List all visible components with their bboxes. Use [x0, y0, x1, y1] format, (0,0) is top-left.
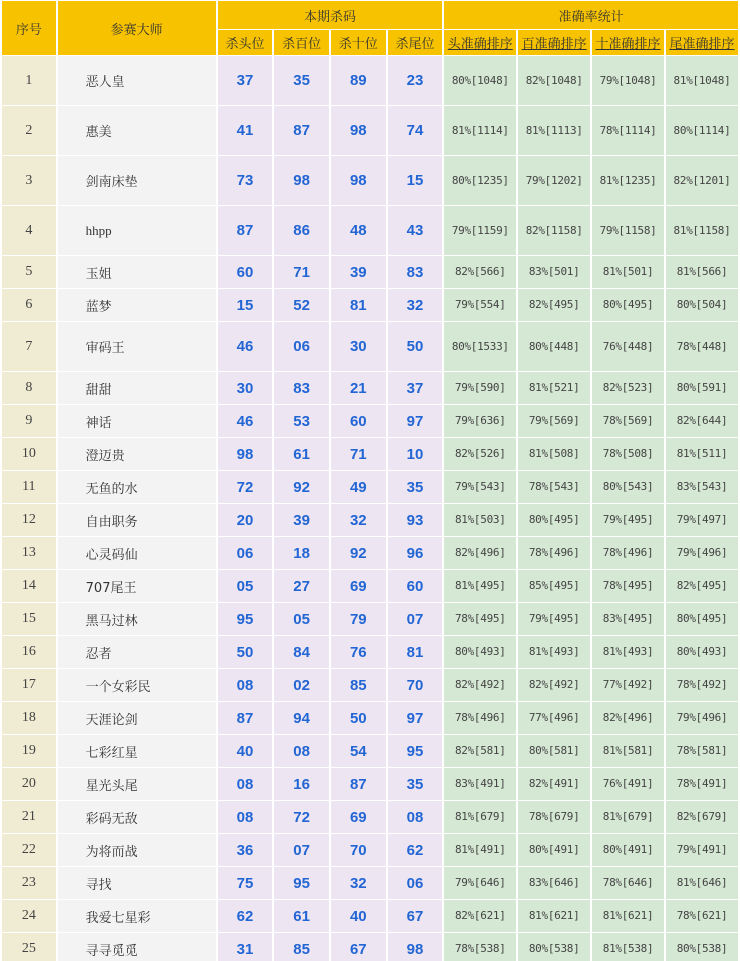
acc-head-value: 80%[1533] — [444, 322, 516, 371]
acc-hundred-value: 81%[493] — [518, 636, 590, 668]
table-row — [2, 405, 738, 437]
kill-ten-value: 67 — [331, 933, 386, 961]
acc-head-value: 82%[566] — [444, 256, 516, 288]
master-name: 惠美 — [58, 106, 216, 155]
acc-ten-value: 81%[1235] — [592, 156, 664, 205]
acc-head-value: 81%[1114] — [444, 106, 516, 155]
table-row — [2, 867, 738, 899]
kill-tail-value: 83 — [388, 256, 443, 288]
kill-hundred-value: 86 — [274, 206, 329, 255]
acc-ten-value: 76%[448] — [592, 322, 664, 371]
header-acc-hundred-sort[interactable]: 百准确排序 — [518, 30, 590, 55]
kill-head-value: 31 — [218, 933, 273, 961]
kill-tail-value: 74 — [388, 106, 443, 155]
master-name: 寻寻觅觅 — [58, 933, 216, 961]
acc-tail-value: 79%[496] — [666, 702, 738, 734]
acc-head-value: 78%[496] — [444, 702, 516, 734]
row-index: 9 — [2, 405, 56, 437]
kill-tail-value: 67 — [388, 900, 443, 932]
row-index: 11 — [2, 471, 56, 503]
kill-hundred-value: 71 — [274, 256, 329, 288]
row-index: 24 — [2, 900, 56, 932]
acc-head-value: 79%[646] — [444, 867, 516, 899]
acc-tail-value: 80%[591] — [666, 372, 738, 404]
acc-tail-value: 79%[497] — [666, 504, 738, 536]
kill-hundred-value: 06 — [274, 322, 329, 371]
kill-head-value: 46 — [218, 405, 273, 437]
kill-tail-value: 08 — [388, 801, 443, 833]
row-index: 1 — [2, 56, 56, 105]
table-row — [2, 372, 738, 404]
acc-hundred-value: 81%[621] — [518, 900, 590, 932]
kill-head-value: 08 — [218, 801, 273, 833]
acc-tail-value: 78%[448] — [666, 322, 738, 371]
acc-hundred-value: 80%[448] — [518, 322, 590, 371]
kill-hundred-value: 92 — [274, 471, 329, 503]
acc-ten-value: 81%[493] — [592, 636, 664, 668]
table-row — [2, 900, 738, 932]
kill-tail-value: 32 — [388, 289, 443, 321]
acc-tail-value: 80%[538] — [666, 933, 738, 961]
kill-ten-value: 50 — [331, 702, 386, 734]
acc-tail-value: 78%[621] — [666, 900, 738, 932]
table-row — [2, 636, 738, 668]
acc-ten-value: 80%[491] — [592, 834, 664, 866]
acc-head-value: 82%[526] — [444, 438, 516, 470]
kill-ten-value: 79 — [331, 603, 386, 635]
header-kill-ten: 杀十位 — [331, 30, 386, 55]
kill-hundred-value: 05 — [274, 603, 329, 635]
acc-ten-value: 80%[495] — [592, 289, 664, 321]
kill-ten-value: 71 — [331, 438, 386, 470]
row-index: 23 — [2, 867, 56, 899]
acc-hundred-value: 80%[491] — [518, 834, 590, 866]
master-name: 心灵码仙 — [58, 537, 216, 569]
table-row — [2, 570, 738, 602]
acc-hundred-value: 83%[501] — [518, 256, 590, 288]
kill-head-value: 36 — [218, 834, 273, 866]
master-name: 七彩红星 — [58, 735, 216, 767]
kill-ten-value: 98 — [331, 156, 386, 205]
acc-hundred-value: 77%[496] — [518, 702, 590, 734]
kill-hundred-value: 84 — [274, 636, 329, 668]
kill-hundred-value: 16 — [274, 768, 329, 800]
acc-hundred-value: 78%[496] — [518, 537, 590, 569]
row-index: 20 — [2, 768, 56, 800]
kill-ten-value: 60 — [331, 405, 386, 437]
kill-hundred-value: 39 — [274, 504, 329, 536]
acc-hundred-value: 80%[538] — [518, 933, 590, 961]
kill-tail-value: 43 — [388, 206, 443, 255]
kill-ten-value: 89 — [331, 56, 386, 105]
acc-ten-value: 82%[523] — [592, 372, 664, 404]
acc-ten-value: 81%[621] — [592, 900, 664, 932]
master-name: 自由职务 — [58, 504, 216, 536]
acc-tail-value: 83%[543] — [666, 471, 738, 503]
acc-tail-value: 78%[492] — [666, 669, 738, 701]
acc-head-value: 79%[590] — [444, 372, 516, 404]
kill-tail-value: 15 — [388, 156, 443, 205]
acc-hundred-value: 79%[1202] — [518, 156, 590, 205]
kill-tail-value: 95 — [388, 735, 443, 767]
acc-hundred-value: 79%[569] — [518, 405, 590, 437]
kill-tail-value: 10 — [388, 438, 443, 470]
acc-tail-value: 82%[495] — [666, 570, 738, 602]
acc-head-value: 79%[1159] — [444, 206, 516, 255]
header-kill-tail: 杀尾位 — [388, 30, 443, 55]
row-index: 22 — [2, 834, 56, 866]
kill-tail-value: 23 — [388, 56, 443, 105]
kill-ten-value: 21 — [331, 372, 386, 404]
kill-hundred-value: 61 — [274, 900, 329, 932]
acc-head-value: 81%[679] — [444, 801, 516, 833]
kill-hundred-value: 27 — [274, 570, 329, 602]
kill-ten-value: 32 — [331, 504, 386, 536]
kill-hundred-value: 52 — [274, 289, 329, 321]
master-name: 707尾王 — [58, 570, 216, 602]
table-row — [2, 471, 738, 503]
master-name: 无鱼的水 — [58, 471, 216, 503]
kill-tail-value: 50 — [388, 322, 443, 371]
kill-ten-value: 81 — [331, 289, 386, 321]
row-index: 13 — [2, 537, 56, 569]
row-index: 3 — [2, 156, 56, 205]
kill-hundred-value: 72 — [274, 801, 329, 833]
kill-head-value: 40 — [218, 735, 273, 767]
table-row — [2, 801, 738, 833]
kill-hundred-value: 18 — [274, 537, 329, 569]
header-acc-tail-sort[interactable]: 尾准确排序 — [666, 30, 738, 55]
kill-ten-value: 76 — [331, 636, 386, 668]
kill-head-value: 87 — [218, 206, 273, 255]
kill-head-value: 05 — [218, 570, 273, 602]
row-index: 17 — [2, 669, 56, 701]
acc-head-value: 82%[496] — [444, 537, 516, 569]
acc-hundred-value: 80%[581] — [518, 735, 590, 767]
kill-head-value: 41 — [218, 106, 273, 155]
row-index: 19 — [2, 735, 56, 767]
kill-hundred-value: 53 — [274, 405, 329, 437]
master-name: 恶人皇 — [58, 56, 216, 105]
kill-tail-value: 97 — [388, 702, 443, 734]
header-index: 序号 — [2, 1, 56, 55]
table-row — [2, 702, 738, 734]
acc-ten-value: 78%[569] — [592, 405, 664, 437]
acc-hundred-value: 78%[543] — [518, 471, 590, 503]
kill-ten-value: 49 — [331, 471, 386, 503]
kill-head-value: 98 — [218, 438, 273, 470]
table-row — [2, 322, 738, 371]
master-name: 蓝梦 — [58, 289, 216, 321]
kill-tail-value: 35 — [388, 768, 443, 800]
acc-ten-value: 77%[492] — [592, 669, 664, 701]
acc-hundred-value: 83%[646] — [518, 867, 590, 899]
acc-ten-value: 81%[581] — [592, 735, 664, 767]
kill-tail-value: 96 — [388, 537, 443, 569]
header-kill-head: 杀头位 — [218, 30, 273, 55]
header-master: 参赛大师 — [58, 1, 216, 55]
table-row — [2, 289, 738, 321]
acc-ten-value: 78%[496] — [592, 537, 664, 569]
kill-hundred-value: 08 — [274, 735, 329, 767]
kill-ten-value: 32 — [331, 867, 386, 899]
kill-head-value: 08 — [218, 669, 273, 701]
kill-tail-value: 60 — [388, 570, 443, 602]
acc-head-value: 79%[636] — [444, 405, 516, 437]
master-name: 星光头尾 — [58, 768, 216, 800]
kill-hundred-value: 02 — [274, 669, 329, 701]
acc-head-value: 81%[491] — [444, 834, 516, 866]
acc-ten-value: 83%[495] — [592, 603, 664, 635]
row-index: 6 — [2, 289, 56, 321]
master-name: 一个女彩民 — [58, 669, 216, 701]
acc-hundred-value: 79%[495] — [518, 603, 590, 635]
acc-tail-value: 81%[646] — [666, 867, 738, 899]
master-name: hhpp — [58, 206, 216, 255]
master-name: 剑南床垫 — [58, 156, 216, 205]
acc-tail-value: 80%[504] — [666, 289, 738, 321]
kill-ten-value: 69 — [331, 801, 386, 833]
kill-head-value: 06 — [218, 537, 273, 569]
row-index: 21 — [2, 801, 56, 833]
master-name: 天涯论剑 — [58, 702, 216, 734]
table-row — [2, 537, 738, 569]
acc-head-value: 81%[503] — [444, 504, 516, 536]
row-index: 25 — [2, 933, 56, 961]
acc-tail-value: 78%[581] — [666, 735, 738, 767]
table-row — [2, 603, 738, 635]
kill-tail-value: 81 — [388, 636, 443, 668]
kill-ten-value: 54 — [331, 735, 386, 767]
acc-tail-value: 81%[511] — [666, 438, 738, 470]
kill-hundred-value: 94 — [274, 702, 329, 734]
table-row — [2, 56, 738, 105]
acc-hundred-value: 78%[679] — [518, 801, 590, 833]
header-acc-ten-sort[interactable]: 十准确排序 — [592, 30, 664, 55]
table-row — [2, 438, 738, 470]
kill-hundred-value: 85 — [274, 933, 329, 961]
master-name: 神话 — [58, 405, 216, 437]
acc-head-value: 80%[1048] — [444, 56, 516, 105]
master-name: 彩码无敌 — [58, 801, 216, 833]
header-kill-hundred: 杀百位 — [274, 30, 329, 55]
kill-tail-value: 35 — [388, 471, 443, 503]
kill-hundred-value: 35 — [274, 56, 329, 105]
master-name: 甜甜 — [58, 372, 216, 404]
row-index: 18 — [2, 702, 56, 734]
acc-tail-value: 79%[491] — [666, 834, 738, 866]
row-index: 15 — [2, 603, 56, 635]
row-index: 7 — [2, 322, 56, 371]
table-row — [2, 504, 738, 536]
acc-tail-value: 80%[493] — [666, 636, 738, 668]
kill-tail-value: 93 — [388, 504, 443, 536]
table-row — [2, 768, 738, 800]
kill-head-value: 87 — [218, 702, 273, 734]
master-name: 玉姐 — [58, 256, 216, 288]
acc-tail-value: 82%[679] — [666, 801, 738, 833]
kill-head-value: 50 — [218, 636, 273, 668]
acc-ten-value: 78%[508] — [592, 438, 664, 470]
acc-ten-value: 81%[501] — [592, 256, 664, 288]
kill-head-value: 73 — [218, 156, 273, 205]
table-row — [2, 735, 738, 767]
table-row — [2, 933, 738, 961]
master-name: 为将而战 — [58, 834, 216, 866]
kill-hundred-value: 07 — [274, 834, 329, 866]
row-index: 14 — [2, 570, 56, 602]
acc-ten-value: 82%[496] — [592, 702, 664, 734]
kill-head-value: 75 — [218, 867, 273, 899]
acc-hundred-value: 82%[491] — [518, 768, 590, 800]
acc-head-value: 80%[1235] — [444, 156, 516, 205]
acc-hundred-value: 81%[1113] — [518, 106, 590, 155]
acc-ten-value: 79%[1048] — [592, 56, 664, 105]
kill-head-value: 15 — [218, 289, 273, 321]
kill-ten-value: 39 — [331, 256, 386, 288]
table-row — [2, 156, 738, 205]
kill-hundred-value: 98 — [274, 156, 329, 205]
kill-head-value: 08 — [218, 768, 273, 800]
master-name: 澄迈贵 — [58, 438, 216, 470]
kill-ten-value: 92 — [331, 537, 386, 569]
row-index: 8 — [2, 372, 56, 404]
acc-tail-value: 80%[495] — [666, 603, 738, 635]
kill-head-value: 37 — [218, 56, 273, 105]
acc-head-value: 79%[554] — [444, 289, 516, 321]
kill-head-value: 72 — [218, 471, 273, 503]
acc-hundred-value: 82%[1048] — [518, 56, 590, 105]
kill-head-value: 30 — [218, 372, 273, 404]
kill-head-value: 62 — [218, 900, 273, 932]
kill-head-value: 60 — [218, 256, 273, 288]
header-accuracy-group: 准确率统计 — [444, 1, 738, 29]
kill-hundred-value: 83 — [274, 372, 329, 404]
acc-tail-value: 82%[644] — [666, 405, 738, 437]
acc-head-value: 82%[581] — [444, 735, 516, 767]
acc-head-value: 78%[538] — [444, 933, 516, 961]
kill-hundred-value: 61 — [274, 438, 329, 470]
master-name: 我爱七星彩 — [58, 900, 216, 932]
kill-hundred-value: 95 — [274, 867, 329, 899]
table-row — [2, 834, 738, 866]
master-name: 审码王 — [58, 322, 216, 371]
acc-tail-value: 81%[1158] — [666, 206, 738, 255]
kill-ten-value: 30 — [331, 322, 386, 371]
acc-tail-value: 79%[496] — [666, 537, 738, 569]
row-index: 4 — [2, 206, 56, 255]
acc-head-value: 81%[495] — [444, 570, 516, 602]
table-row — [2, 256, 738, 288]
kill-ten-value: 69 — [331, 570, 386, 602]
acc-head-value: 83%[491] — [444, 768, 516, 800]
kill-ten-value: 87 — [331, 768, 386, 800]
acc-hundred-value: 82%[495] — [518, 289, 590, 321]
kill-tail-value: 70 — [388, 669, 443, 701]
kill-tail-value: 97 — [388, 405, 443, 437]
kill-tail-value: 07 — [388, 603, 443, 635]
acc-ten-value: 81%[679] — [592, 801, 664, 833]
acc-hundred-value: 82%[492] — [518, 669, 590, 701]
row-index: 16 — [2, 636, 56, 668]
acc-ten-value: 79%[495] — [592, 504, 664, 536]
kill-head-value: 46 — [218, 322, 273, 371]
acc-head-value: 80%[493] — [444, 636, 516, 668]
header-kill-group: 本期杀码 — [218, 1, 443, 29]
acc-tail-value: 78%[491] — [666, 768, 738, 800]
kill-ten-value: 98 — [331, 106, 386, 155]
acc-hundred-value: 81%[508] — [518, 438, 590, 470]
acc-ten-value: 80%[543] — [592, 471, 664, 503]
acc-head-value: 82%[492] — [444, 669, 516, 701]
acc-tail-value: 80%[1114] — [666, 106, 738, 155]
acc-ten-value: 79%[1158] — [592, 206, 664, 255]
acc-ten-value: 81%[538] — [592, 933, 664, 961]
row-index: 12 — [2, 504, 56, 536]
header-acc-head-sort[interactable]: 头准确排序 — [444, 30, 516, 55]
acc-tail-value: 82%[1201] — [666, 156, 738, 205]
acc-head-value: 78%[495] — [444, 603, 516, 635]
kill-tail-value: 62 — [388, 834, 443, 866]
acc-head-value: 82%[621] — [444, 900, 516, 932]
acc-tail-value: 81%[1048] — [666, 56, 738, 105]
acc-hundred-value: 81%[521] — [518, 372, 590, 404]
acc-ten-value: 78%[1114] — [592, 106, 664, 155]
master-name: 黑马过林 — [58, 603, 216, 635]
kill-head-value: 20 — [218, 504, 273, 536]
kill-hundred-value: 87 — [274, 106, 329, 155]
table-row — [2, 206, 738, 255]
acc-ten-value: 78%[646] — [592, 867, 664, 899]
acc-ten-value: 78%[495] — [592, 570, 664, 602]
row-index: 5 — [2, 256, 56, 288]
kill-ten-value: 40 — [331, 900, 386, 932]
kill-tail-value: 98 — [388, 933, 443, 961]
master-name: 寻找 — [58, 867, 216, 899]
kill-ten-value: 85 — [331, 669, 386, 701]
kill-ten-value: 70 — [331, 834, 386, 866]
acc-head-value: 79%[543] — [444, 471, 516, 503]
master-name: 忍者 — [58, 636, 216, 668]
kill-head-value: 95 — [218, 603, 273, 635]
row-index: 2 — [2, 106, 56, 155]
table-row — [2, 106, 738, 155]
acc-ten-value: 76%[491] — [592, 768, 664, 800]
row-index: 10 — [2, 438, 56, 470]
kill-tail-value: 37 — [388, 372, 443, 404]
acc-hundred-value: 80%[495] — [518, 504, 590, 536]
kill-tail-value: 06 — [388, 867, 443, 899]
kill-ten-value: 48 — [331, 206, 386, 255]
acc-hundred-value: 85%[495] — [518, 570, 590, 602]
acc-hundred-value: 82%[1158] — [518, 206, 590, 255]
acc-tail-value: 81%[566] — [666, 256, 738, 288]
table-row — [2, 669, 738, 701]
